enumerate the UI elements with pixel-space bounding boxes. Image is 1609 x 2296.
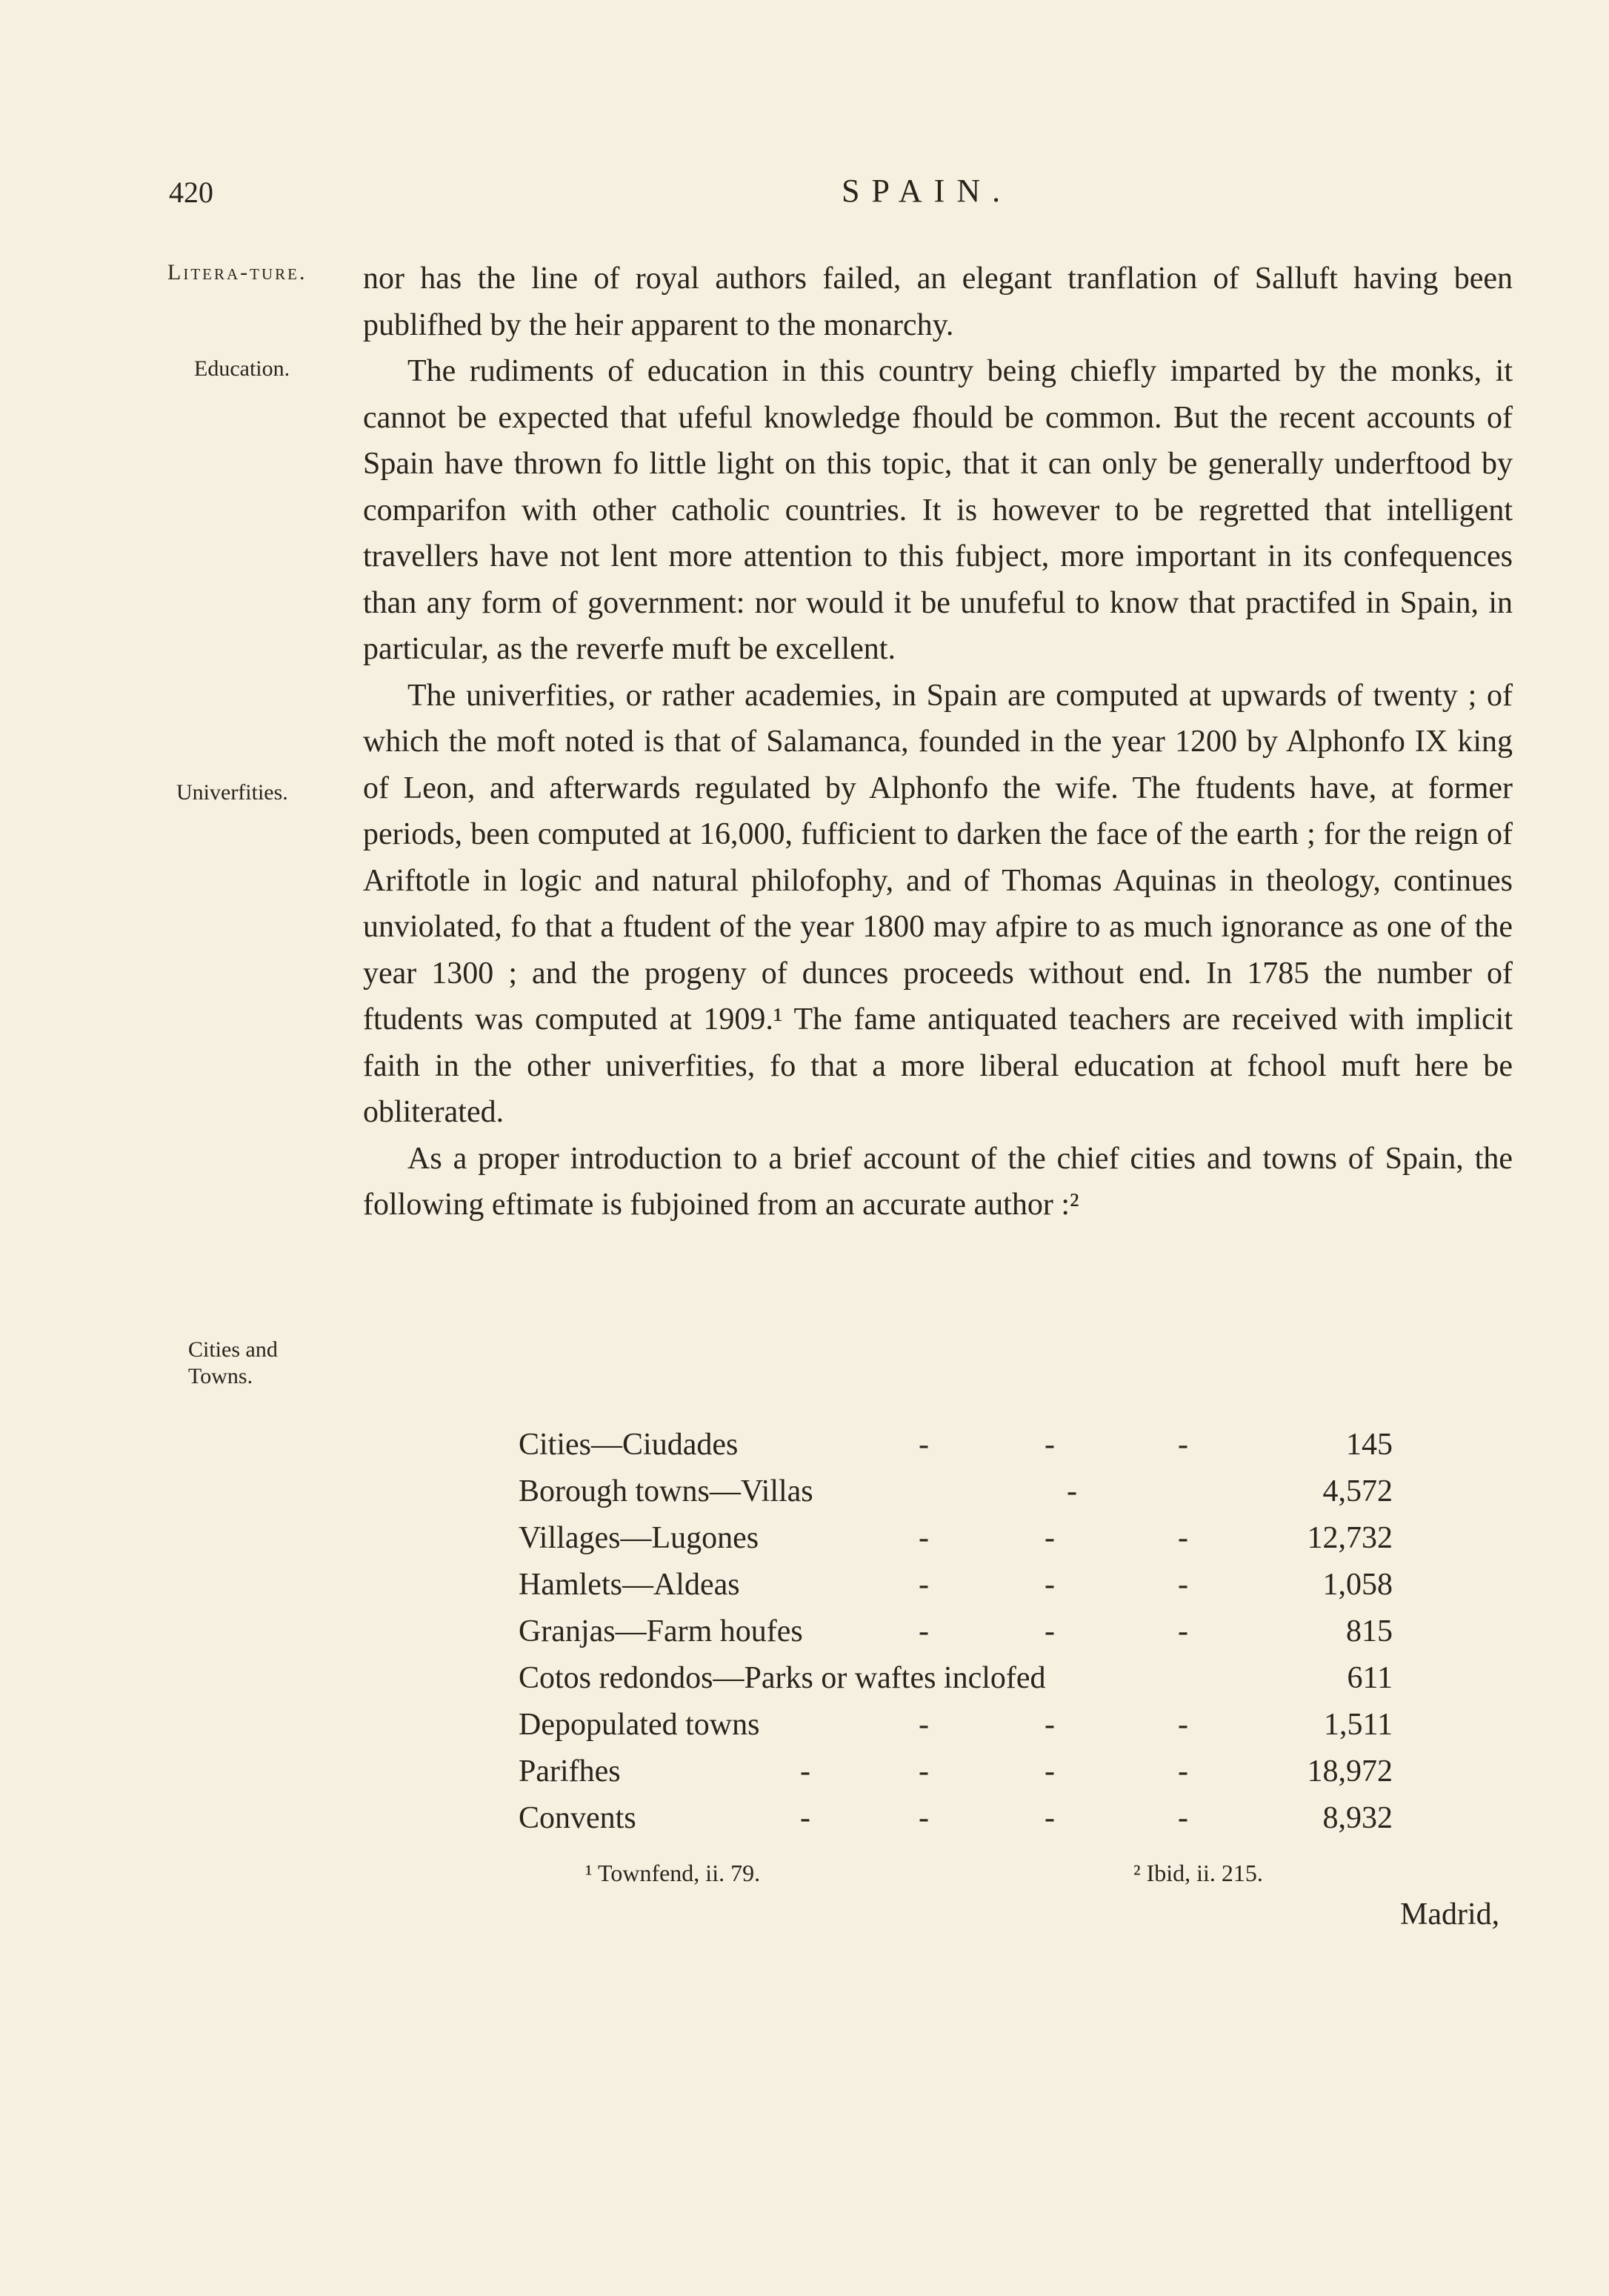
row-value: 1,058 (1322, 1568, 1393, 1602)
row-label: Granjas—Farm houfes (519, 1614, 803, 1648)
table-row (519, 1754, 1393, 1800)
leader-dash: - (1045, 1754, 1055, 1788)
table-row (519, 1520, 1393, 1567)
page-number: 420 (169, 176, 213, 209)
leader-dash: - (1067, 1474, 1077, 1508)
leader-dash: - (919, 1708, 929, 1742)
margin-note-literature: Litera-ture. (167, 260, 307, 284)
row-value: 18,972 (1307, 1754, 1393, 1788)
leader-dash: - (919, 1428, 929, 1462)
table-row (519, 1567, 1393, 1614)
leader-dash: - (919, 1521, 929, 1555)
leader-dash: - (1178, 1801, 1188, 1835)
leader-dash: - (1045, 1521, 1055, 1555)
estimate-table (519, 1427, 1393, 1847)
paragraph-literature: nor has the line of royal authors failed, an elegant tranflation of Salluft having been publifhed by the heir apparent to the monarchy. (363, 262, 1513, 342)
page-header (0, 175, 1609, 219)
row-value: 815 (1346, 1614, 1393, 1648)
leader-dash: - (919, 1801, 929, 1835)
footnote-1: ¹ Townfend, ii. 79. (585, 1860, 761, 1886)
table-row (519, 1614, 1393, 1660)
leader-dash: - (919, 1754, 929, 1788)
table-row (519, 1800, 1393, 1847)
row-label: Depopulated towns (519, 1708, 760, 1742)
leader-dash: - (1178, 1428, 1188, 1462)
leader-dash: - (1045, 1568, 1055, 1602)
catchword: Madrid, (1400, 1897, 1500, 1931)
leader-dash: - (1045, 1428, 1055, 1462)
row-value: 12,732 (1307, 1521, 1393, 1555)
row-label: Borough towns—Villas (519, 1474, 813, 1508)
table-row (519, 1474, 1393, 1520)
row-label: Hamlets—Aldeas (519, 1568, 740, 1602)
row-label: Villages—Lugones (519, 1521, 759, 1555)
row-value: 145 (1346, 1428, 1393, 1462)
leader-dash: - (1045, 1614, 1055, 1648)
running-head: SPAIN. (842, 173, 1013, 209)
paragraph-cities: As a proper introduction to a brief account of the chief cities and towns of Spain, the following eftimate is fubjoined from an accurate author :² (363, 1141, 1513, 1222)
row-value: 8,932 (1322, 1801, 1393, 1835)
row-label: Cities—Ciudades (519, 1428, 739, 1462)
leader-dash: - (800, 1801, 810, 1835)
table-row (519, 1660, 1393, 1707)
leader-dash: - (1178, 1521, 1188, 1555)
row-value: 611 (1347, 1661, 1393, 1695)
table-row (519, 1427, 1393, 1474)
leader-dash: - (1045, 1708, 1055, 1742)
row-label: Parifhes (519, 1754, 621, 1788)
row-label: Cotos redondos—Parks or waftes inclofed (519, 1661, 1046, 1695)
leader-dash: - (800, 1754, 810, 1788)
leader-dash: - (1178, 1568, 1188, 1602)
leader-dash: - (919, 1568, 929, 1602)
paragraph-universities: The univerfities, or rather academies, in Spain are computed at upwards of twenty ; of which the moft noted is that of Salamanca, founded in the year 1200 by Alphonfo IX king of Leon, and afterwards regulated by Alphonfo the wife. The ftudents have, at former periods, been computed at 16,000, fufficient to darken the face of the earth ; for the reign of Ariftotle in logic and natural philofophy, and of Thomas Aquinas in theology, continues unviolated, fo that a ftudent of the year 1800 may afpire to as much ignorance as one of the year 1300 ; and the progeny of dunces proceeds without end. In 1785 the number of ftudents was computed at 1909.¹ The fame antiquated teachers are received with implicit faith in the other univerfities, fo that a more liberal education at fchool muft here be obliterated. (363, 678, 1513, 1129)
leader-dash: - (1178, 1614, 1188, 1648)
footnote-2: ² Ibid, ii. 215. (1133, 1860, 1263, 1886)
leader-dash: - (1045, 1801, 1055, 1835)
footnotes (0, 1860, 1609, 1897)
row-value: 1,511 (1324, 1708, 1393, 1742)
body-text (363, 256, 1513, 1228)
leader-dash: - (1178, 1754, 1188, 1788)
leader-dash: - (919, 1614, 929, 1648)
row-value: 4,572 (1322, 1474, 1393, 1508)
margin-note-education: Education. (194, 356, 290, 381)
row-label: Convents (519, 1801, 636, 1835)
paragraph-education: The rudiments of education in this country being chiefly imparted by the monks, it cannot be expected that ufeful knowledge fhould be common. But the recent accounts of Spain have thrown fo little light on this topic, that it can only be generally underftood by comparifon with other catholic countries. It is however to be regretted that intelligent travellers have not lent more attention to this fubject, more important in its confequences than any form of government: nor would it be unufeful to know that practifed in Spain, in particular, as the reverfe muft be excellent. (363, 354, 1513, 666)
table-row (519, 1707, 1393, 1754)
leader-dash: - (1178, 1708, 1188, 1742)
margin-note-universities: Univerfities. (176, 780, 288, 805)
margin-note-cities: Cities and Towns. (188, 1337, 278, 1388)
